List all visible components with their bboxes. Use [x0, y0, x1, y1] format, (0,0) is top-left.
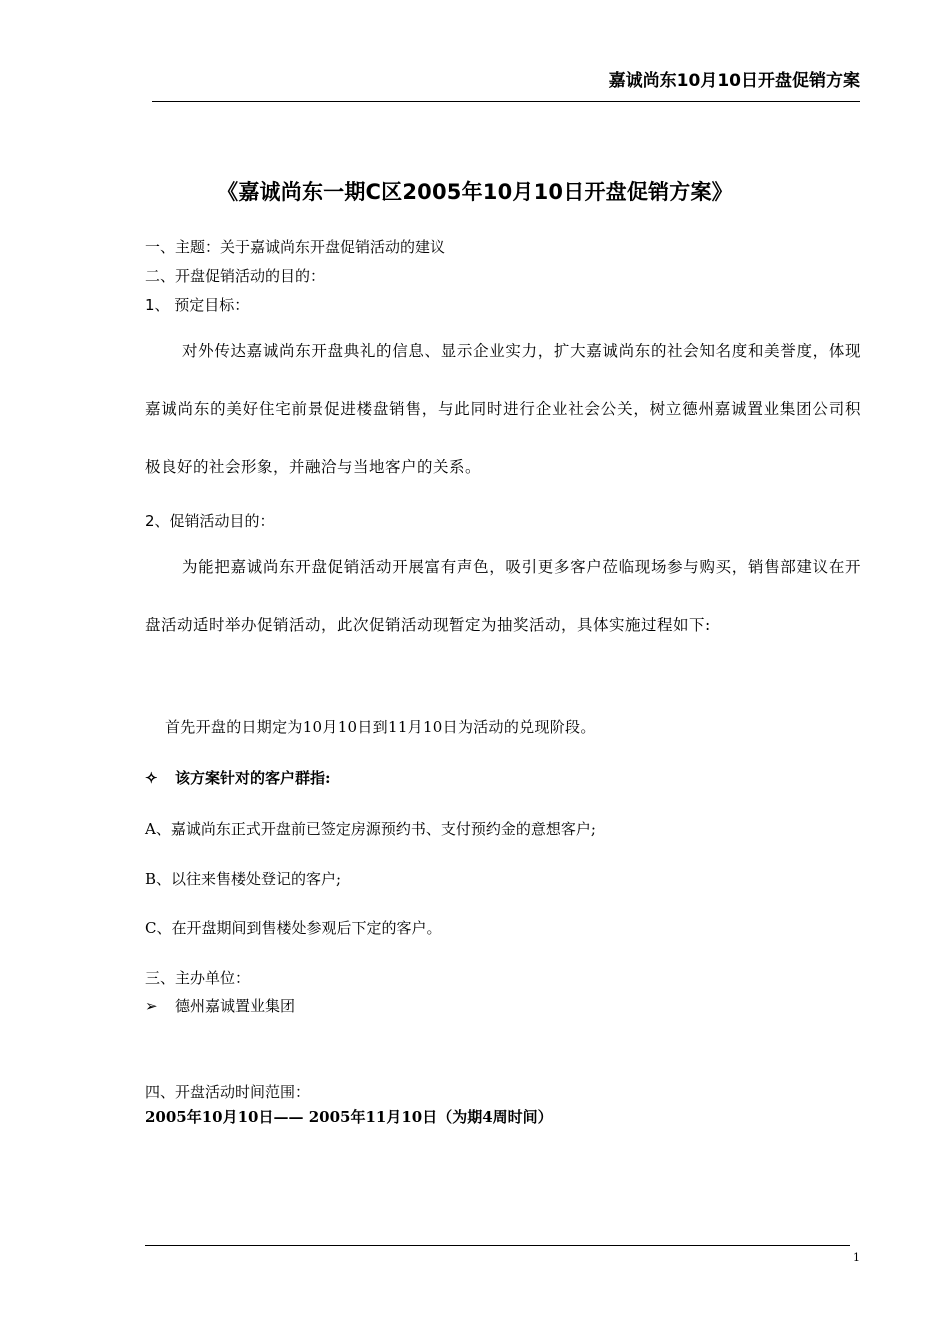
- section-1-theme: 一、主题：关于嘉诚尚东开盘促销活动的建议: [145, 238, 446, 256]
- header-divider: [152, 101, 860, 102]
- section-2-2-heading: 2、促销活动目的：: [145, 512, 275, 530]
- target-customers-heading: [145, 767, 331, 788]
- footer-divider: [145, 1245, 850, 1246]
- section-3-heading: 三、主办单位：: [145, 969, 251, 987]
- diamond-bullet-icon: ✧: [145, 769, 158, 787]
- organizer-line: [145, 995, 295, 1016]
- document-title: 《嘉诚尚东一期C区2005年10月10日开盘促销方案》: [217, 180, 733, 204]
- section-2-1-heading: 1、 预定目标：: [145, 296, 250, 314]
- list-item: A、嘉诚尚东正式开盘前已签定房源预约书、支付预约金的意想客户;: [145, 820, 596, 838]
- paragraph-dates: 首先开盘的日期定为10月10日到11月10日为活动的兑现阶段。: [165, 718, 596, 736]
- header-title: 嘉诚尚东10月10日开盘促销方案: [608, 71, 860, 91]
- arrow-bullet-icon: ➢: [145, 997, 158, 1015]
- section-2-heading: 二、开盘促销活动的目的：: [145, 267, 326, 285]
- page-number: 1: [853, 1251, 860, 1264]
- activity-period: 2005年10月10日—— 2005年11月10日（为期4周时间）: [145, 1108, 553, 1126]
- paragraph-goals: 对外传达嘉诚尚东开盘典礼的信息、显示企业实力，扩大嘉诚尚东的社会知名度和美誉度，体现嘉诚尚东的美好住宅前景促进楼盘销售，与此同时进行企业社会公关，树立德州嘉诚置业集团公司积极良好的社会形象，并融洽与当地客户的关系。: [145, 342, 861, 476]
- organizer-name: 德州嘉诚置业集团: [175, 997, 296, 1015]
- section-4-heading: 四、开盘活动时间范围：: [145, 1083, 311, 1101]
- target-heading-text: 该方案针对的客户群指:: [175, 769, 331, 787]
- list-item: B、以往来售楼处登记的客户;: [145, 870, 342, 888]
- paragraph-promotion: 为能把嘉诚尚东开盘促销活动开展富有声色，吸引更多客户莅临现场参与购买，销售部建议在开盘活动适时举办促销活动，此次促销活动现暂定为抽奖活动，具体实施过程如下:: [145, 558, 861, 634]
- list-item: C、在开盘期间到售楼处参观后下定的客户。: [145, 919, 442, 937]
